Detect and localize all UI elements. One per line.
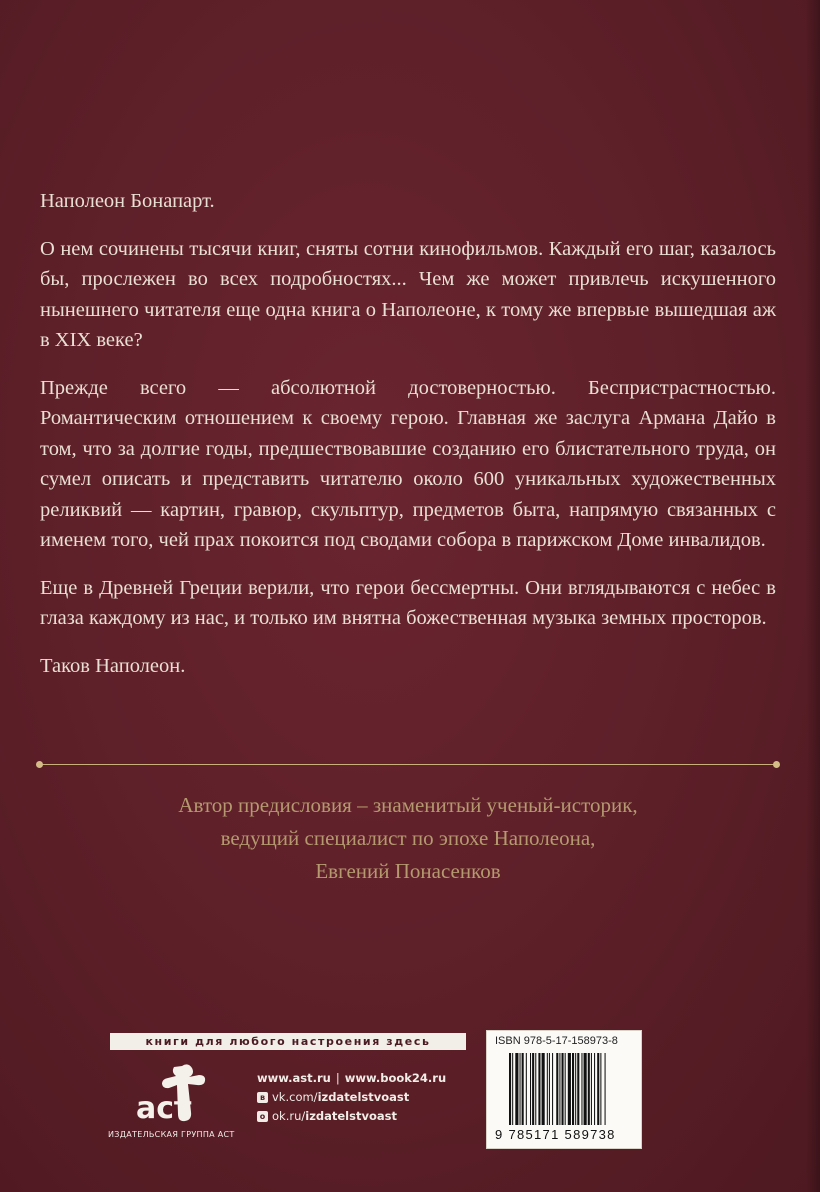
preface-credit: [40, 789, 776, 888]
barcode-number: 9 785171 589738: [495, 1127, 616, 1142]
logo-caption: ИЗДАТЕЛЬСКАЯ ГРУППА АСТ: [108, 1130, 235, 1139]
barcode-bars-icon: [509, 1053, 633, 1125]
site-ast[interactable]: www.ast.ru: [257, 1071, 331, 1085]
isbn-barcode: [486, 1030, 642, 1149]
ok-icon: о: [257, 1111, 268, 1122]
preface-line-1: Автор предисловия – знаменитый ученый-историк,: [178, 793, 638, 817]
publisher-tagline: книги для любого настроения здесь: [110, 1033, 466, 1050]
ok-row[interactable]: [257, 1107, 446, 1126]
paragraph-2: О нем сочинены тысячи книг, сняты сотни кинофильмов. Каждый его шаг, казалось бы, прослежен во всех подробностях... Чем же может привлечь искушенного нынешнего читателя еще одна книга о Наполеоне, к тому же впервые вышедшая аж в XIX веке?: [40, 237, 776, 351]
divider-dot-left: [36, 761, 43, 768]
ast-logo-text: аст: [136, 1091, 192, 1126]
paragraph-3: Прежде всего — абсолютной достоверностью. Беспристрастностью. Романтическим отношением к своему герою. Главная же заслуга Армана Дайо в том, что за долгие годы, предшествовавшие созданию его блистательного труда, он сумел описать и представить читателю около 600 уникальных художественных реликвий — картин, гравюр, скульптур, предметов быта, напрямую связанных с именем того, чей прах покоится под сводами собора в парижском Доме инвалидов.: [40, 376, 776, 551]
paragraph-4: Еще в Древней Греции верили, что герои бессмертны. Они вглядываются с небес в глаза каждому из нас, и только им внятна божественная музыка земных просторов.: [40, 576, 776, 629]
site-book24[interactable]: www.book24.ru: [344, 1071, 447, 1085]
websites-row: [257, 1069, 446, 1088]
ast-logo-icon: [130, 1062, 220, 1128]
ok-handle: izdatelstvoast: [305, 1109, 397, 1123]
vk-handle: izdatelstvoast: [317, 1090, 410, 1104]
annotation-text: [40, 186, 776, 698]
vk-icon: в: [257, 1092, 268, 1103]
vk-row[interactable]: [257, 1088, 446, 1107]
site-separator: |: [335, 1071, 340, 1085]
paragraph-5: Таков Наполеон.: [40, 654, 186, 677]
decorative-divider: [40, 764, 776, 765]
paragraph-1: Наполеон Бонапарт.: [40, 190, 215, 212]
preface-line-2: ведущий специалист по эпохе Наполеона,: [220, 826, 596, 850]
publisher-links: [257, 1069, 446, 1126]
spine-shadow: [806, 0, 820, 1192]
divider-dot-right: [773, 761, 780, 768]
isbn-label: ISBN 978-5-17-158973-8: [495, 1035, 618, 1047]
preface-line-3: Евгений Понасенков: [315, 859, 501, 883]
ok-prefix: ok.ru/: [272, 1109, 306, 1123]
vk-prefix: vk.com/: [272, 1090, 318, 1104]
